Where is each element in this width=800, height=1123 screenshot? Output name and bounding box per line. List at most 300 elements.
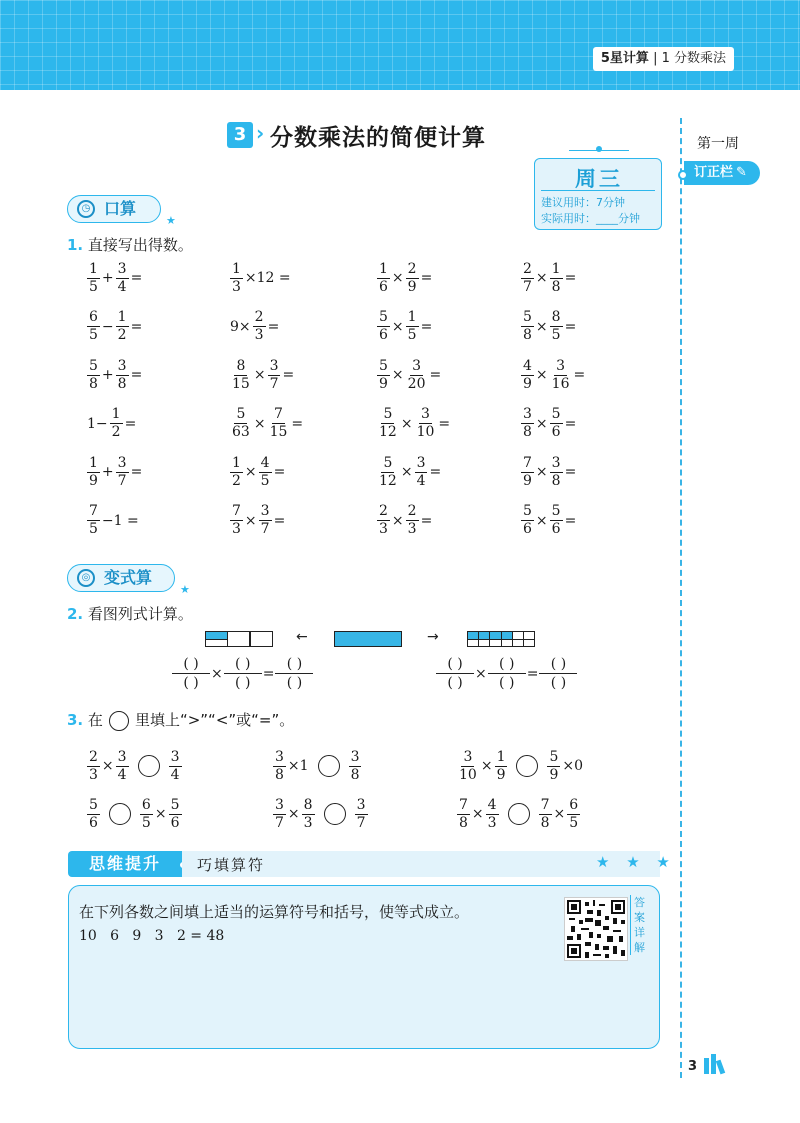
fraction — [406, 309, 419, 344]
question-1-text: 直接写出得数。 — [87, 236, 193, 254]
numerator: 5 — [379, 357, 388, 374]
numerator: 5 — [383, 406, 393, 422]
blank-numerator[interactable]: ( ) — [275, 655, 313, 674]
bar-column — [478, 632, 489, 646]
operator-text: + — [101, 464, 114, 480]
operator-text: = — [267, 318, 280, 335]
numerator: 4 — [487, 796, 497, 813]
denominator: 5 — [569, 814, 579, 831]
numerator: 2 — [407, 260, 417, 277]
comparison-circle[interactable] — [508, 803, 530, 825]
oral-problem[interactable] — [376, 305, 433, 349]
operator-text: × — [535, 512, 548, 529]
oral-problem[interactable] — [520, 305, 577, 349]
chevron-right-icon: › — [256, 121, 265, 145]
operator-text: × — [154, 806, 167, 822]
equals-sign: = — [262, 665, 275, 682]
denominator: 15 — [269, 424, 288, 440]
suggested-time: 建议用时：7分钟 — [541, 196, 625, 209]
oral-problem[interactable] — [86, 450, 143, 494]
denominator: 8 — [89, 375, 98, 392]
answer-detail-label[interactable]: 答 案 详 解 — [630, 895, 646, 955]
denominator: 8 — [523, 327, 532, 343]
denominator: 5 — [407, 327, 417, 343]
fraction — [87, 797, 100, 832]
fraction — [521, 358, 534, 393]
bar-cell — [468, 640, 478, 647]
denominator: 8 — [275, 766, 284, 783]
thinking-heading: 思维提升 — [68, 851, 182, 877]
numerator: 6 — [141, 796, 151, 813]
denominator: 15 — [232, 375, 250, 392]
operator-text: × — [287, 806, 300, 822]
blank-denominator[interactable]: ( ) — [183, 675, 199, 691]
denominator: 3 — [89, 766, 98, 783]
fraction — [550, 261, 563, 296]
numerator: 7 — [540, 796, 550, 813]
denominator: 3 — [407, 521, 417, 537]
numerator: 3 — [269, 357, 279, 374]
denominator: 9 — [407, 278, 417, 295]
fraction — [567, 797, 580, 832]
numerator: 2 — [523, 260, 532, 277]
operator-text: = — [420, 318, 433, 335]
star-icon: ★ — [166, 214, 176, 227]
oral-problem[interactable] — [229, 353, 295, 397]
operator-text: ×0 — [562, 758, 584, 774]
operator-text: = — [564, 464, 577, 480]
fraction — [230, 261, 243, 296]
oral-problem[interactable] — [86, 305, 143, 349]
fraction — [116, 455, 129, 490]
oral-problem[interactable] — [86, 499, 140, 543]
blank-fraction[interactable] — [436, 655, 474, 692]
times-sign: × — [475, 665, 487, 682]
fraction — [87, 358, 100, 393]
card-divider — [541, 190, 655, 191]
operator-text: = — [130, 367, 143, 383]
bar-cell — [206, 640, 227, 647]
numerator: 3 — [523, 406, 532, 422]
numerator: 5 — [383, 454, 393, 471]
fraction — [116, 358, 129, 393]
comparison-problem — [456, 744, 584, 788]
denominator: 4 — [117, 278, 127, 295]
denominator: 9 — [549, 766, 559, 783]
numerator: 5 — [89, 357, 98, 374]
oral-problem[interactable] — [229, 256, 292, 300]
operator-text: = — [124, 415, 137, 432]
fraction — [406, 261, 419, 296]
blank-equation-right — [436, 655, 577, 692]
oral-problem[interactable] — [520, 402, 577, 446]
operator-text: ×1 — [287, 758, 309, 774]
fraction — [253, 309, 266, 344]
correction-column-label — [684, 161, 760, 185]
denominator: 7 — [260, 521, 270, 537]
blank-fraction[interactable] — [539, 655, 577, 692]
comparison-circle[interactable] — [516, 755, 538, 777]
fraction — [140, 797, 153, 832]
denominator: 3 — [254, 327, 264, 343]
question-3-pre: 在 — [87, 711, 103, 729]
operator-text: × — [391, 367, 404, 383]
lesson-number: 3 — [227, 122, 253, 148]
comparison-problem — [86, 744, 183, 788]
fraction — [457, 749, 479, 784]
operator-text: × — [391, 270, 404, 286]
numerator: 1 — [551, 260, 561, 277]
blank-numerator[interactable]: ( ) — [224, 655, 262, 674]
model-bar-whole — [334, 631, 402, 647]
operator-text: = — [273, 464, 286, 480]
book-spine — [704, 1058, 709, 1074]
numerator: 3 — [421, 406, 430, 422]
fraction — [268, 358, 281, 393]
numerator: 3 — [117, 260, 127, 277]
arrow-left-icon: ← — [296, 629, 308, 645]
oral-problem[interactable] — [376, 499, 433, 543]
blank-denominator[interactable]: ( ) — [499, 675, 515, 691]
question-2-title — [67, 603, 193, 624]
blank-fraction[interactable] — [224, 655, 262, 692]
operator-text: = — [564, 270, 577, 286]
numerator: 1 — [496, 748, 506, 765]
fraction — [406, 358, 428, 393]
numerator: 3 — [260, 503, 270, 519]
numerator: 4 — [260, 454, 270, 471]
oral-problem[interactable] — [376, 256, 433, 300]
operator-text: = — [130, 464, 143, 480]
fraction — [273, 797, 286, 832]
operator-text: = — [429, 464, 442, 480]
denominator: 4 — [117, 766, 127, 783]
comparison-circle[interactable] — [109, 803, 131, 825]
comparison-circle[interactable] — [318, 755, 340, 777]
operator-text: 1− — [87, 415, 108, 432]
numerator: 3 — [356, 796, 366, 813]
comparison-problem — [456, 792, 581, 836]
numerator: 5 — [523, 309, 532, 325]
blank-numerator[interactable]: ( ) — [539, 655, 577, 674]
fraction — [495, 749, 508, 784]
bar-cell-filled — [502, 632, 512, 640]
denominator: 9 — [523, 472, 532, 489]
fraction — [87, 455, 100, 490]
fraction — [521, 455, 534, 490]
numerator: 2 — [89, 748, 98, 765]
oral-problem[interactable] — [376, 402, 451, 446]
denominator: 4 — [170, 766, 180, 783]
numerator: 6 — [569, 796, 579, 813]
denominator: 10 — [416, 424, 435, 440]
oral-problem[interactable] — [520, 353, 586, 397]
bar-cell — [479, 640, 489, 647]
blank-numerator[interactable]: ( ) — [488, 655, 526, 674]
bar-cell — [513, 632, 523, 640]
bar-cell — [502, 640, 512, 647]
denominator: 8 — [540, 814, 550, 831]
numerator: 1 — [89, 454, 98, 471]
unit-tag — [593, 47, 734, 71]
thinking-equation[interactable]: 10 6 9 3 2 = 48 — [79, 928, 225, 944]
fraction — [377, 358, 390, 393]
numerator: 3 — [117, 454, 127, 471]
numerator: 2 — [379, 503, 388, 519]
fraction — [415, 455, 428, 490]
operator-text: × — [391, 512, 404, 529]
numerator: 3 — [463, 748, 473, 765]
numerator: 5 — [236, 406, 246, 422]
operator-text: × — [253, 415, 266, 432]
denominator: 5 — [89, 278, 98, 295]
denominator: 9 — [496, 766, 506, 783]
fraction — [377, 503, 390, 538]
operator-text: = — [564, 318, 577, 335]
question-2-text: 看图列式计算。 — [87, 605, 193, 623]
books-icon — [704, 1054, 723, 1074]
oral-problem[interactable] — [520, 256, 577, 300]
fraction — [259, 455, 272, 490]
question-3-post: 里填上“>”“<”或“=”。 — [134, 711, 295, 729]
denominator: 3 — [487, 814, 497, 831]
blank-numerator[interactable]: ( ) — [436, 655, 474, 674]
denominator: 20 — [407, 375, 426, 392]
circle-icon — [109, 711, 129, 731]
operator-text: × — [535, 318, 548, 335]
fraction — [355, 797, 368, 832]
bar-column — [523, 632, 534, 646]
operator-text: = — [564, 512, 577, 529]
blank-denominator[interactable]: ( ) — [550, 675, 567, 691]
star-icon: ★ — [180, 583, 190, 596]
oral-problem[interactable] — [86, 256, 143, 300]
denominator: 3 — [232, 521, 241, 537]
numerator: 5 — [549, 748, 559, 765]
fraction — [230, 455, 243, 490]
numerator: 3 — [551, 454, 561, 471]
numerator: 1 — [232, 260, 241, 277]
blank-denominator[interactable]: ( ) — [447, 675, 463, 691]
denominator: 6 — [379, 327, 388, 343]
numerator: 3 — [412, 357, 422, 374]
denominator: 6 — [170, 814, 180, 831]
numerator: 7 — [523, 454, 532, 471]
blank-equation-left — [172, 655, 313, 692]
numerator: 5 — [551, 406, 561, 422]
numerator: 8 — [303, 796, 313, 813]
section-oral-label: 口算 — [104, 199, 137, 218]
numerator: 8 — [551, 309, 561, 325]
denominator: 4 — [416, 472, 426, 489]
model-bar-left — [205, 631, 273, 647]
fraction — [169, 797, 182, 832]
numerator: 3 — [350, 748, 360, 765]
numerator: 3 — [556, 357, 566, 374]
numerator: 7 — [459, 796, 468, 813]
numerator: 5 — [551, 503, 561, 519]
oral-problem[interactable] — [376, 353, 442, 397]
bar-cell — [513, 640, 523, 647]
bar-column — [489, 632, 500, 646]
thinking-subtitle: 巧填算符 — [197, 856, 266, 874]
comparison-circle[interactable] — [324, 803, 346, 825]
fraction — [550, 503, 563, 538]
thinking-prompt: 在下列各数之间填上适当的运算符号和括号，使等式成立。 — [79, 903, 470, 921]
fraction — [349, 749, 362, 784]
blank-denominator[interactable]: ( ) — [235, 675, 251, 691]
operator-text: = — [273, 512, 286, 529]
actual-time — [541, 210, 640, 226]
denominator: 8 — [459, 814, 468, 831]
section-variant-pill — [67, 564, 190, 596]
numerator: 3 — [117, 748, 127, 765]
bar-cell-filled — [206, 632, 227, 640]
denominator: 9 — [379, 375, 388, 392]
denominator: 5 — [89, 327, 98, 343]
numerator: 5 — [170, 796, 180, 813]
oral-problem[interactable] — [229, 450, 286, 494]
qr-code-icon[interactable] — [564, 897, 628, 961]
operator-text: = — [130, 318, 143, 335]
operator-text: + — [101, 367, 114, 383]
denominator: 7 — [269, 375, 279, 392]
bar-cell-filled — [490, 632, 500, 640]
operator-text: = — [564, 415, 577, 432]
blank-fraction[interactable] — [172, 655, 210, 692]
blank-numerator[interactable]: ( ) — [172, 655, 210, 674]
bar-cell — [524, 640, 534, 647]
oral-problem[interactable] — [520, 499, 577, 543]
numerator: 3 — [416, 454, 426, 471]
denominator: 9 — [523, 375, 532, 392]
operator-text: × — [400, 415, 413, 432]
fraction — [302, 797, 315, 832]
denominator: 7 — [275, 814, 284, 831]
operator-text: × — [400, 464, 413, 480]
operator-text: × — [535, 464, 548, 480]
denominator: 2 — [117, 327, 127, 343]
operator-text: ×12 = — [244, 270, 291, 286]
times-sign: × — [211, 665, 223, 682]
bar-cell-filled — [335, 632, 401, 646]
numerator: 1 — [407, 309, 417, 325]
numerator: 5 — [523, 503, 532, 519]
numerator: 1 — [379, 260, 388, 277]
fraction — [521, 261, 534, 296]
numerator: 7 — [232, 503, 241, 519]
oral-problem[interactable] — [520, 450, 577, 494]
oral-problem[interactable] — [229, 499, 286, 543]
blank-denominator[interactable]: ( ) — [286, 675, 303, 691]
pencil-icon: ✎ — [736, 165, 747, 180]
operator-text: = — [573, 367, 586, 383]
day-name: 周三 — [575, 167, 623, 191]
question-3-title — [67, 709, 294, 731]
header-banner — [0, 0, 800, 90]
denominator: 8 — [117, 375, 127, 392]
correction-label: 订正栏 — [694, 165, 734, 180]
margin-divider — [680, 118, 682, 1078]
stopwatch-icon: ◷ — [77, 200, 95, 218]
denominator: 7 — [356, 814, 366, 831]
numerator: 3 — [117, 357, 127, 374]
blank-fraction[interactable] — [275, 655, 313, 692]
fraction — [415, 406, 437, 441]
difficulty-stars-icon: ★ ★ ★ — [596, 853, 676, 871]
operator-text: = — [130, 270, 143, 286]
oral-problem[interactable] — [229, 305, 280, 349]
operator-text: −1 = — [101, 512, 139, 529]
operator-text: = — [282, 367, 295, 383]
operator-text: − — [101, 318, 114, 335]
operator-text: × — [535, 415, 548, 432]
fraction — [230, 503, 243, 538]
operator-text: = — [420, 270, 433, 286]
section-oral-pill — [67, 195, 176, 227]
operator-text: × — [253, 367, 266, 383]
denominator: 8 — [350, 766, 360, 783]
fraction — [259, 503, 272, 538]
oral-problem[interactable] — [86, 402, 137, 446]
qr-code-graphic — [565, 898, 627, 960]
bar-column — [501, 632, 512, 646]
comparison-problem — [272, 792, 369, 836]
denominator: 12 — [379, 424, 397, 440]
question-1-number: 1. — [67, 236, 84, 254]
fraction — [550, 406, 563, 441]
numerator: 5 — [379, 309, 388, 325]
denominator: 6 — [551, 424, 561, 440]
denominator: 63 — [232, 424, 250, 440]
numerator: 3 — [170, 748, 180, 765]
numerator: 1 — [111, 406, 121, 422]
numerator: 2 — [254, 309, 264, 325]
bar-cell-filled — [468, 632, 478, 640]
denominator: 5 — [260, 472, 270, 489]
denominator: 2 — [232, 472, 241, 489]
actual-time-prefix: 实际用时： — [541, 212, 596, 225]
model-bar-right — [467, 631, 535, 647]
oral-problem[interactable] — [229, 402, 304, 446]
equals-sign: = — [526, 665, 539, 682]
blank-fraction[interactable] — [488, 655, 526, 692]
denominator: 5 — [551, 327, 561, 343]
fraction — [116, 749, 129, 784]
denominator: 8 — [551, 278, 561, 295]
denominator: 8 — [523, 424, 532, 440]
denominator: 6 — [523, 521, 532, 537]
fraction — [377, 406, 399, 441]
fraction — [273, 749, 286, 784]
denominator: 3 — [303, 814, 313, 831]
fraction — [87, 309, 100, 344]
fraction — [406, 503, 419, 538]
numerator: 1 — [89, 260, 98, 277]
fraction — [550, 309, 563, 344]
numerator: 1 — [117, 309, 127, 325]
denominator: 6 — [379, 278, 388, 295]
denominator: 3 — [379, 521, 388, 537]
oral-problem[interactable] — [86, 353, 143, 397]
comparison-circle[interactable] — [138, 755, 160, 777]
unit-label: 1 分数乘法 — [661, 51, 726, 66]
denominator: 5 — [141, 814, 151, 831]
oral-problem[interactable] — [376, 450, 442, 494]
actual-time-blank[interactable]: ____ — [596, 212, 618, 225]
operator-text: = — [420, 512, 433, 529]
denominator: 2 — [111, 424, 121, 440]
